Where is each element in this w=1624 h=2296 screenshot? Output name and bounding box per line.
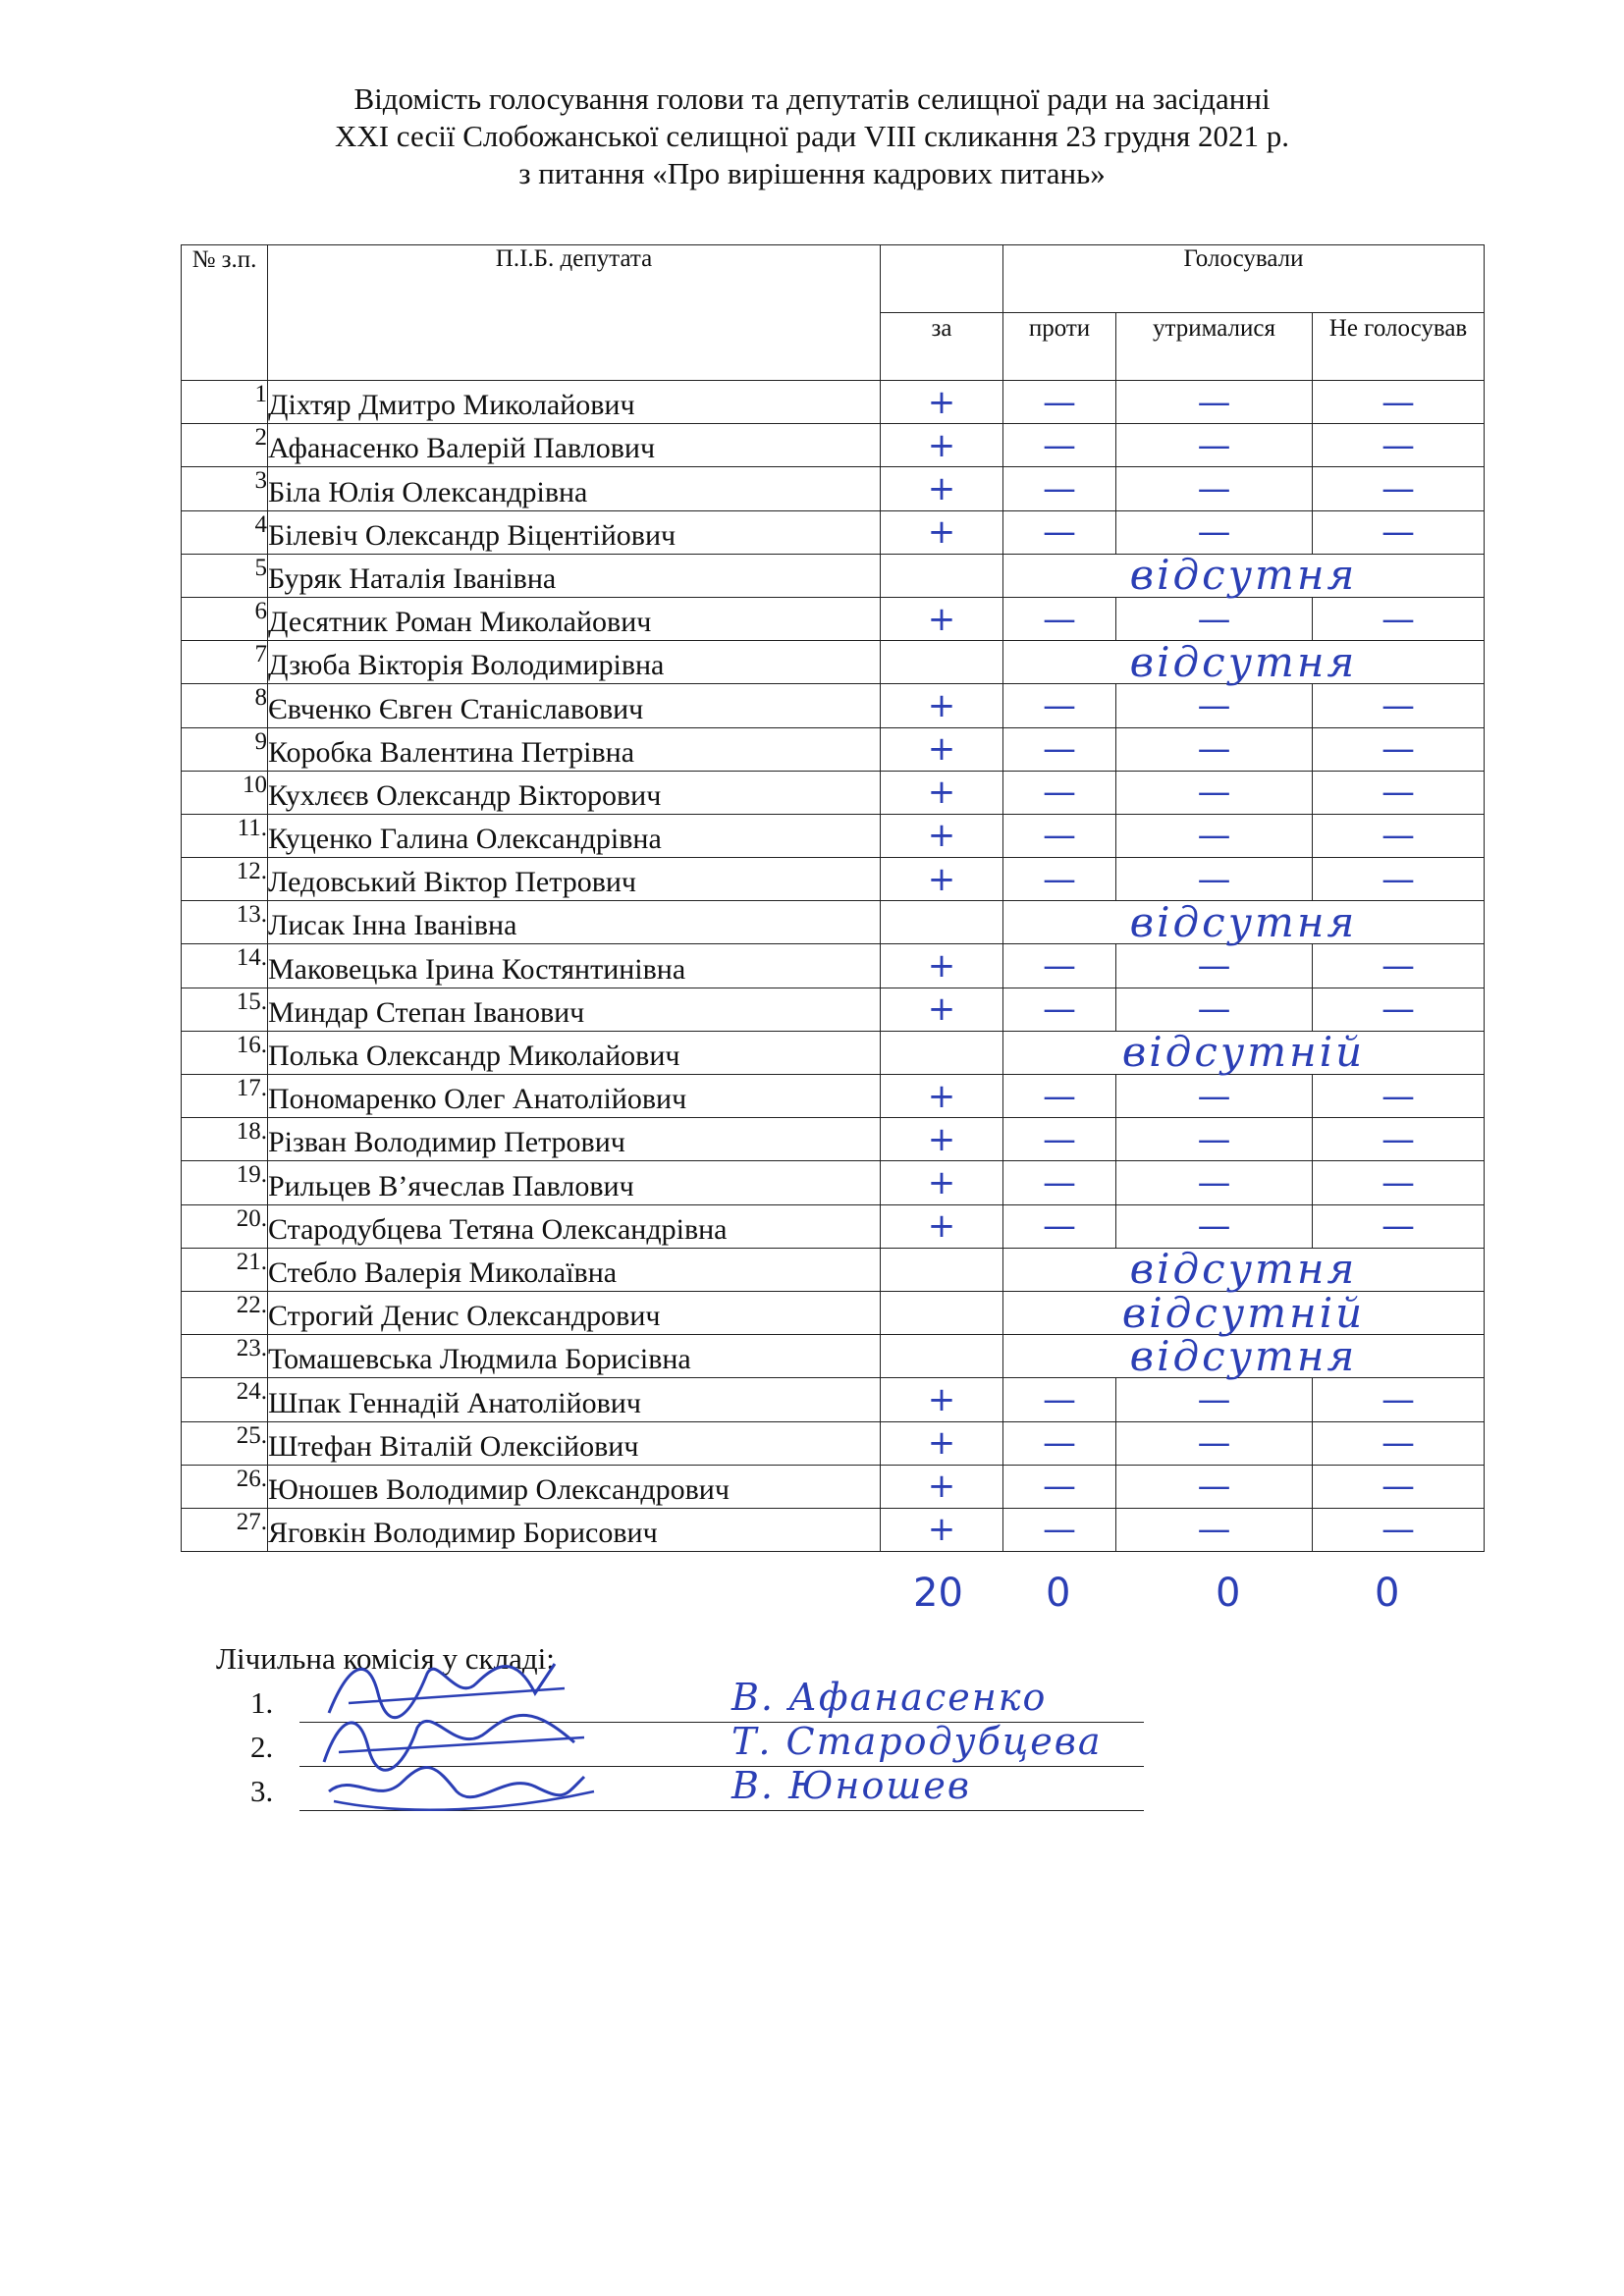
row-number: 2 (182, 424, 268, 467)
vote-za: + (881, 1508, 1003, 1551)
table-row (182, 1204, 1485, 1248)
deputy-name: Полька Олександр Миколайович (268, 1031, 881, 1074)
header-empty (881, 245, 1003, 313)
deputy-name: Різван Володимир Петрович (268, 1118, 881, 1161)
vote-ne-golosuvav: — (1313, 1421, 1485, 1465)
vote-za: + (881, 988, 1003, 1031)
vote-ne-golosuvav: — (1313, 684, 1485, 727)
vote-proty: — (1003, 858, 1116, 901)
table-row (182, 1118, 1485, 1161)
row-number: 13. (182, 901, 268, 944)
vote-proty: — (1003, 988, 1116, 1031)
vote-za: + (881, 1075, 1003, 1118)
vote-za: + (881, 1378, 1003, 1421)
vote-proty: — (1003, 1118, 1116, 1161)
vote-za: + (881, 1161, 1003, 1204)
deputy-name: Стародубцева Тетяна Олександрівна (268, 1204, 881, 1248)
member-name: В. Афанасенко (731, 1676, 1048, 1719)
header-voted: Голосували (1003, 245, 1485, 313)
table-row (182, 424, 1485, 467)
member-index: 3. (250, 1774, 274, 1808)
vote-utrymalysia: — (1116, 944, 1313, 988)
vote-za (881, 1291, 1003, 1334)
commission-member-3 (250, 1764, 1144, 1813)
vote-proty: — (1003, 944, 1116, 988)
vote-za (881, 1335, 1003, 1378)
vote-ne-golosuvav: — (1313, 1204, 1485, 1248)
table-row (182, 1465, 1485, 1508)
deputy-name: Томашевська Людмила Борисівна (268, 1335, 881, 1378)
member-index: 2. (250, 1730, 274, 1764)
row-number: 26. (182, 1465, 268, 1508)
row-number: 10 (182, 771, 268, 814)
table-row (182, 858, 1485, 901)
header-name: П.І.Б. депутата (268, 245, 881, 381)
vote-utrymalysia: — (1116, 1508, 1313, 1551)
vote-ne-golosuvav: — (1313, 424, 1485, 467)
vote-ne-golosuvav: — (1313, 1118, 1485, 1161)
vote-za (881, 641, 1003, 684)
vote-proty: — (1003, 1075, 1116, 1118)
vote-za: + (881, 684, 1003, 727)
vote-za: + (881, 858, 1003, 901)
signature-scribble-icon (309, 1733, 604, 1821)
vote-za: + (881, 1465, 1003, 1508)
vote-ne-golosuvav: — (1313, 858, 1485, 901)
vote-utrymalysia: — (1116, 684, 1313, 727)
table-row (182, 641, 1485, 684)
row-number: 14. (182, 944, 268, 988)
row-number: 4 (182, 510, 268, 554)
table-row (182, 901, 1485, 944)
row-number: 19. (182, 1161, 268, 1204)
row-number: 18. (182, 1118, 268, 1161)
vote-za (881, 1031, 1003, 1074)
row-number: 21. (182, 1248, 268, 1291)
deputy-name: Ледовський Віктор Петрович (268, 858, 881, 901)
deputy-name: Стебло Валерія Миколаївна (268, 1248, 881, 1291)
row-number: 15. (182, 988, 268, 1031)
table-body (182, 381, 1485, 1552)
deputy-name: Десятник Роман Миколайович (268, 597, 881, 640)
header-utrymalysia: утрималися (1116, 313, 1313, 381)
vote-utrymalysia: — (1116, 1075, 1313, 1118)
document-title (0, 80, 1624, 192)
vote-ne-golosuvav: — (1313, 771, 1485, 814)
vote-utrymalysia: — (1116, 1378, 1313, 1421)
vote-utrymalysia: — (1116, 1465, 1313, 1508)
row-number: 8 (182, 684, 268, 727)
total-proty: 0 (1046, 1571, 1071, 1616)
table-row (182, 381, 1485, 424)
vote-utrymalysia: — (1116, 1421, 1313, 1465)
row-number: 17. (182, 1075, 268, 1118)
vote-proty: — (1003, 727, 1116, 771)
vote-proty: — (1003, 381, 1116, 424)
row-number: 20. (182, 1204, 268, 1248)
row-number: 27. (182, 1508, 268, 1551)
vote-za (881, 1248, 1003, 1291)
absent-note: відсутня (1003, 554, 1485, 597)
vote-za: + (881, 597, 1003, 640)
deputy-name: Дзюба Вікторія Володимирівна (268, 641, 881, 684)
row-number: 3 (182, 467, 268, 510)
absent-note: відсутній (1003, 1291, 1485, 1334)
row-number: 5 (182, 554, 268, 597)
vote-za: + (881, 510, 1003, 554)
deputy-name: Маковецька Ірина Костянтинівна (268, 944, 881, 988)
row-number: 7 (182, 641, 268, 684)
vote-proty: — (1003, 1204, 1116, 1248)
deputy-name: Пономаренко Олег Анатолійович (268, 1075, 881, 1118)
table-row (182, 1075, 1485, 1118)
title-line-2: XXI сесії Слобожанської селищної ради VIII скликання 23 грудня 2021 р. (334, 119, 1290, 153)
deputy-name: Білевіч Олександр Віцентійович (268, 510, 881, 554)
table-row (182, 1378, 1485, 1421)
table-row (182, 1161, 1485, 1204)
vote-proty: — (1003, 424, 1116, 467)
table-row (182, 1335, 1485, 1378)
vote-utrymalysia: — (1116, 1161, 1313, 1204)
table-row (182, 988, 1485, 1031)
vote-proty: — (1003, 1161, 1116, 1204)
vote-utrymalysia: — (1116, 1118, 1313, 1161)
deputy-name: Юношев Володимир Олександрович (268, 1465, 881, 1508)
table-row (182, 1421, 1485, 1465)
vote-ne-golosuvav: — (1313, 814, 1485, 857)
vote-proty: — (1003, 1465, 1116, 1508)
vote-ne-golosuvav: — (1313, 1161, 1485, 1204)
deputy-name: Афанасенко Валерій Павлович (268, 424, 881, 467)
vote-za (881, 901, 1003, 944)
vote-proty: — (1003, 467, 1116, 510)
row-number: 25. (182, 1421, 268, 1465)
vote-utrymalysia: — (1116, 510, 1313, 554)
vote-ne-golosuvav: — (1313, 988, 1485, 1031)
vote-proty: — (1003, 510, 1116, 554)
member-index: 1. (250, 1685, 274, 1720)
header-za: за (881, 313, 1003, 381)
total-utrymalysia: 0 (1216, 1571, 1241, 1616)
vote-utrymalysia: — (1116, 771, 1313, 814)
vote-za: + (881, 381, 1003, 424)
deputy-name: Лисак Інна Іванівна (268, 901, 881, 944)
vote-utrymalysia: — (1116, 597, 1313, 640)
vote-proty: — (1003, 814, 1116, 857)
vote-proty: — (1003, 771, 1116, 814)
table-row (182, 597, 1485, 640)
absent-note: відсутня (1003, 1335, 1485, 1378)
vote-za: + (881, 424, 1003, 467)
total-ne-golosuvav: 0 (1375, 1571, 1400, 1616)
table-row (182, 467, 1485, 510)
vote-ne-golosuvav: — (1313, 944, 1485, 988)
absent-note: відсутній (1003, 1031, 1485, 1074)
vote-za: + (881, 1204, 1003, 1248)
vote-proty: — (1003, 684, 1116, 727)
deputy-name: Біла Юлія Олександрівна (268, 467, 881, 510)
table-row (182, 1291, 1485, 1334)
vote-utrymalysia: — (1116, 424, 1313, 467)
deputy-name: Куценко Галина Олександрівна (268, 814, 881, 857)
vote-utrymalysia: — (1116, 381, 1313, 424)
deputy-name: Коробка Валентина Петрівна (268, 727, 881, 771)
header-number: № з.п. (182, 245, 268, 381)
header-ne-golosuvav: Не голосував (1313, 313, 1485, 381)
vote-utrymalysia: — (1116, 814, 1313, 857)
deputy-name: Шпак Геннадій Анатолійович (268, 1378, 881, 1421)
vote-za: + (881, 944, 1003, 988)
vote-proty: — (1003, 1508, 1116, 1551)
vote-za: + (881, 1118, 1003, 1161)
row-number: 24. (182, 1378, 268, 1421)
row-number: 22. (182, 1291, 268, 1334)
row-number: 9 (182, 727, 268, 771)
vote-utrymalysia: — (1116, 988, 1313, 1031)
deputy-name: Діхтяр Дмитро Миколайович (268, 381, 881, 424)
vote-ne-golosuvav: — (1313, 467, 1485, 510)
vote-ne-golosuvav: — (1313, 1465, 1485, 1508)
vote-za: + (881, 771, 1003, 814)
table-row (182, 944, 1485, 988)
row-number: 23. (182, 1335, 268, 1378)
title-line-3: з питання «Про вирішення кадрових питань» (518, 156, 1106, 190)
title-line-1: Відомість голосування голови та депутатів селищної ради на засіданні (353, 81, 1271, 116)
deputy-name: Яговкін Володимир Борисович (268, 1508, 881, 1551)
vote-proty: — (1003, 1421, 1116, 1465)
deputy-name: Строгий Денис Олександрович (268, 1291, 881, 1334)
table-row (182, 1248, 1485, 1291)
vote-ne-golosuvav: — (1313, 1378, 1485, 1421)
vote-proty: — (1003, 1378, 1116, 1421)
member-name: Т. Стародубцева (731, 1720, 1103, 1763)
vote-za: + (881, 814, 1003, 857)
row-number: 6 (182, 597, 268, 640)
table-row (182, 814, 1485, 857)
vote-za: + (881, 467, 1003, 510)
table-row (182, 727, 1485, 771)
commission-title: Лічильна комісія у складі: (216, 1641, 555, 1676)
table-row (182, 1031, 1485, 1074)
absent-note: відсутня (1003, 1248, 1485, 1291)
table-row (182, 554, 1485, 597)
vote-utrymalysia: — (1116, 467, 1313, 510)
row-number: 11. (182, 814, 268, 857)
deputy-name: Євченко Євген Станіславович (268, 684, 881, 727)
absent-note: відсутня (1003, 901, 1485, 944)
vote-ne-golosuvav: — (1313, 1075, 1485, 1118)
absent-note: відсутня (1003, 641, 1485, 684)
member-name: В. Юношев (731, 1764, 971, 1807)
row-number: 1 (182, 381, 268, 424)
vote-utrymalysia: — (1116, 858, 1313, 901)
vote-za (881, 554, 1003, 597)
deputy-name: Штефан Віталій Олексійович (268, 1421, 881, 1465)
table-row (182, 510, 1485, 554)
total-za: 20 (913, 1571, 963, 1616)
deputy-name: Кухлєєв Олександр Вікторович (268, 771, 881, 814)
table-row (182, 684, 1485, 727)
vote-ne-golosuvav: — (1313, 597, 1485, 640)
vote-za: + (881, 1421, 1003, 1465)
voting-table (181, 244, 1485, 1552)
table-row (182, 771, 1485, 814)
deputy-name: Миндар Степан Іванович (268, 988, 881, 1031)
vote-proty: — (1003, 597, 1116, 640)
vote-za: + (881, 727, 1003, 771)
deputy-name: Буряк Наталія Іванівна (268, 554, 881, 597)
vote-ne-golosuvav: — (1313, 381, 1485, 424)
vote-utrymalysia: — (1116, 727, 1313, 771)
vote-utrymalysia: — (1116, 1204, 1313, 1248)
vote-ne-golosuvav: — (1313, 510, 1485, 554)
row-number: 16. (182, 1031, 268, 1074)
row-number: 12. (182, 858, 268, 901)
table-row (182, 1508, 1485, 1551)
vote-ne-golosuvav: — (1313, 1508, 1485, 1551)
header-proty: проти (1003, 313, 1116, 381)
deputy-name: Рильцев В’ячеслав Павлович (268, 1161, 881, 1204)
vote-ne-golosuvav: — (1313, 727, 1485, 771)
